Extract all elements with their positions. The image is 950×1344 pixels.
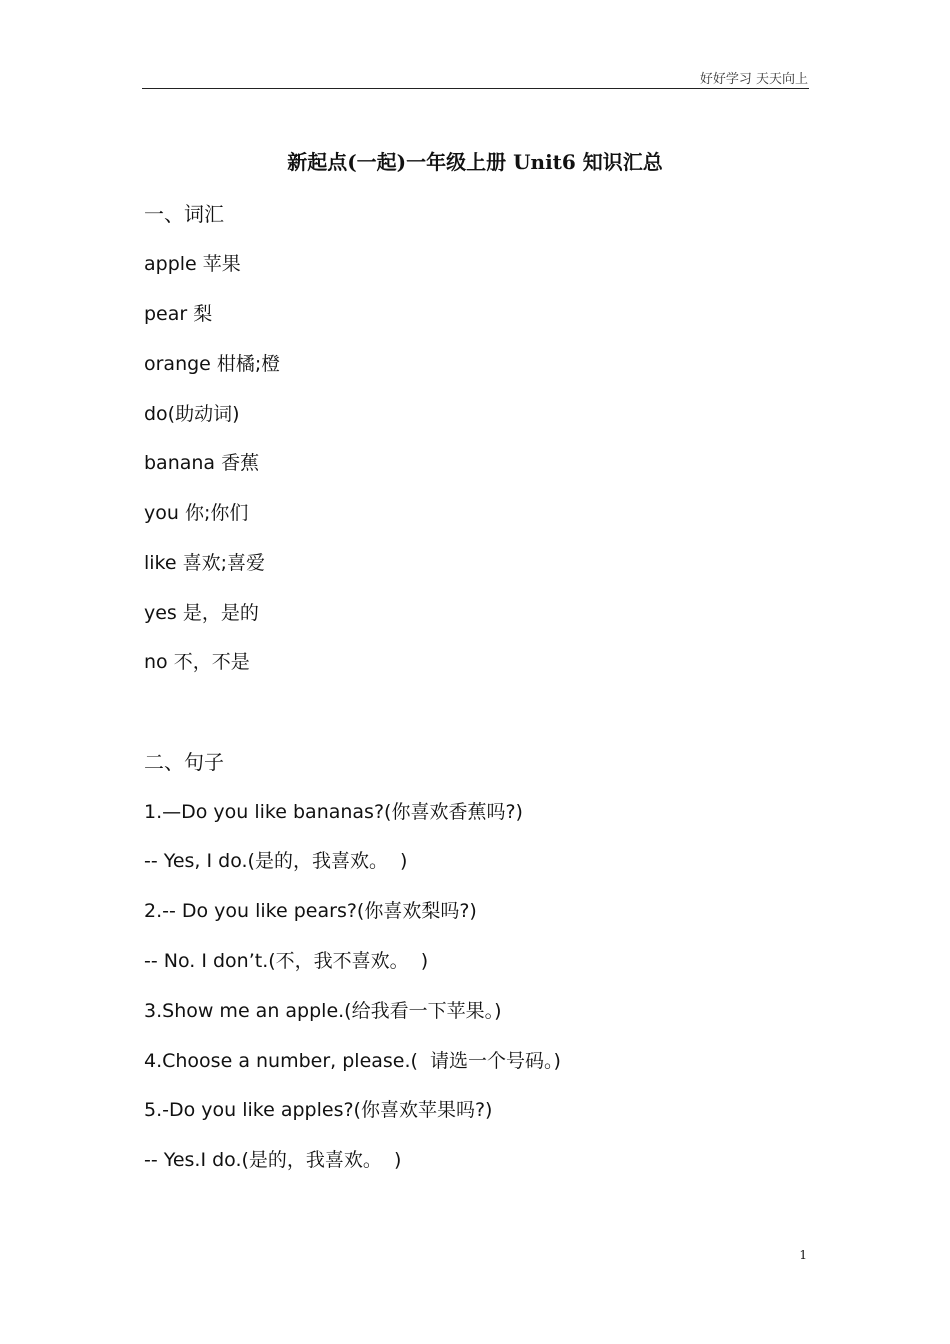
vocab-item: apple 苹果 (144, 253, 241, 275)
sentence-item: 1.—Do you like bananas?(你喜欢香蕉吗?) (144, 801, 523, 823)
page-number: 1 (799, 1248, 807, 1262)
header-divider (142, 88, 809, 89)
page-header-text: 好好学习 天天向上 (699, 72, 808, 87)
page-title: 新起点(一起)一年级上册 Unit6 知识汇总 (287, 150, 663, 174)
vocab-item: yes 是，是的 (144, 602, 259, 624)
sentence-item: -- No. I don’t.(不，我不喜欢。 ) (144, 950, 429, 972)
vocab-item: no 不，不是 (144, 651, 250, 673)
section-heading-vocabulary: 一、词汇 (144, 202, 224, 226)
vocab-item: banana 香蕉 (144, 452, 260, 474)
sentence-item: 4.Choose a number, please.( 请选一个号码。) (144, 1050, 561, 1072)
vocab-item: orange 柑橘;橙 (144, 353, 281, 375)
vocab-item: do(助动词) (144, 403, 240, 425)
section-heading-sentences: 二、句子 (144, 750, 224, 774)
vocab-item: like 喜欢;喜爱 (144, 552, 266, 574)
sentence-item: 5.-Do you like apples?(你喜欢苹果吗?) (144, 1099, 493, 1121)
vocab-item: you 你;你们 (144, 502, 249, 524)
vocab-item: pear 梨 (144, 303, 213, 325)
sentence-item: -- Yes, I do.(是的，我喜欢。 ) (144, 850, 408, 872)
sentence-item: 2.-- Do you like pears?(你喜欢梨吗?) (144, 900, 477, 922)
sentence-item: 3.Show me an apple.(给我看一下苹果。) (144, 1000, 502, 1022)
sentence-item: -- Yes.I do.(是的，我喜欢。 ) (144, 1149, 402, 1171)
